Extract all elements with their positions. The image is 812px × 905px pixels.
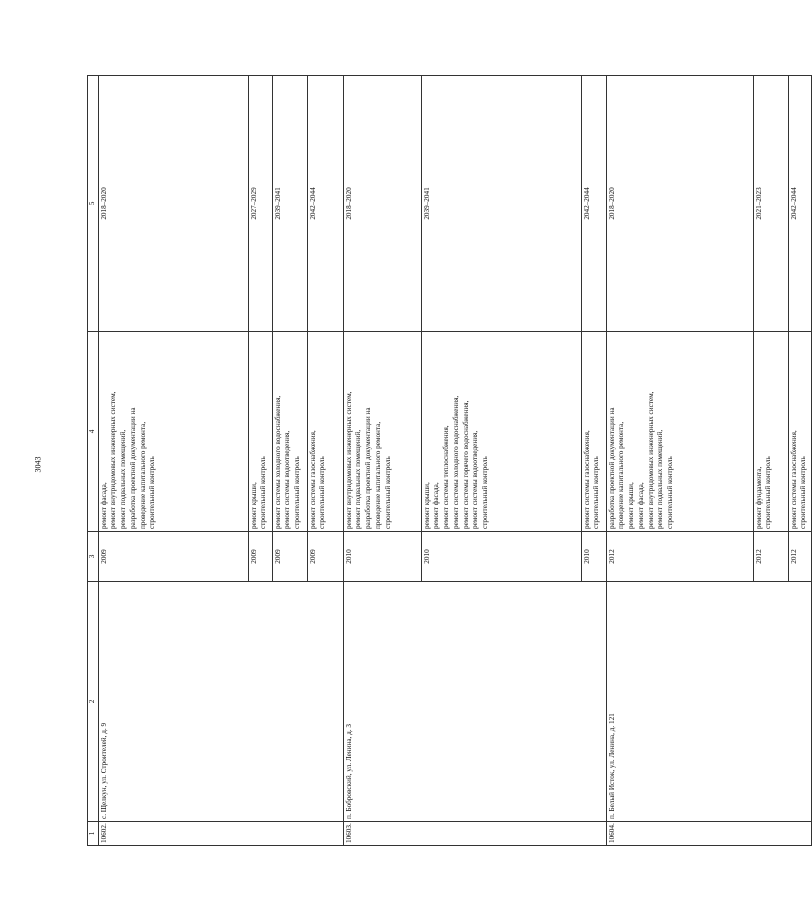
work-item: ремонт фасада, bbox=[432, 482, 441, 529]
address-cell: п. Бобровский, ул. Ленина, д. 3 bbox=[343, 582, 421, 822]
table-row bbox=[307, 76, 343, 846]
period-cell: 2018–2020 bbox=[606, 76, 753, 332]
address-cell bbox=[753, 582, 788, 822]
work-item: ремонт системы газоснабжения, bbox=[582, 430, 591, 529]
address-cell: с. Щелкун, ул. Строителей, д. 9 bbox=[98, 582, 248, 822]
period-cell: 2021–2023 bbox=[753, 76, 788, 332]
table-row bbox=[581, 76, 606, 846]
year-cell: 2009 bbox=[272, 532, 307, 582]
object-number-cell bbox=[581, 822, 606, 846]
work-item: строительный контроль bbox=[259, 456, 268, 529]
work-item: ремонт фундамента, bbox=[754, 466, 763, 529]
column-header: 4 bbox=[88, 332, 99, 532]
table-row bbox=[343, 76, 421, 846]
year-cell: 2009 bbox=[248, 532, 272, 582]
table-header bbox=[88, 76, 99, 846]
work-item: строительный контроль bbox=[148, 456, 157, 529]
works-cell bbox=[788, 332, 811, 532]
period-cell: 2039–2041 bbox=[272, 76, 307, 332]
address-cell bbox=[248, 582, 272, 822]
object-number-cell bbox=[421, 822, 581, 846]
object-number-cell: 10604. bbox=[606, 822, 753, 846]
object-number-cell bbox=[307, 822, 343, 846]
object-number-cell: 10602. bbox=[98, 822, 248, 846]
page-number: 3043 bbox=[33, 456, 43, 472]
period-cell: 2039–2041 bbox=[421, 76, 581, 332]
work-item: ремонт подвальных помещений, bbox=[656, 429, 665, 529]
address-cell bbox=[421, 582, 581, 822]
rotated-page-content bbox=[87, 76, 808, 846]
object-number-cell bbox=[788, 822, 811, 846]
column-header: 1 bbox=[88, 822, 99, 846]
work-item: ремонт системы водоотведения, bbox=[283, 430, 292, 529]
table-row bbox=[788, 76, 811, 846]
table-row bbox=[606, 76, 753, 846]
table-row bbox=[272, 76, 307, 846]
works-cell bbox=[581, 332, 606, 532]
work-item: строительный контроль bbox=[764, 456, 773, 529]
work-item: ремонт системы водоотведения, bbox=[471, 430, 480, 529]
work-item: ремонт внутридомовых инженерных систем, bbox=[344, 391, 353, 529]
works-cell bbox=[307, 332, 343, 532]
work-item: строительный контроль bbox=[592, 456, 601, 529]
work-item: разработка проектной документации на bbox=[607, 407, 616, 529]
works-cell bbox=[248, 332, 272, 532]
table-row bbox=[421, 76, 581, 846]
work-item: ремонт системы газоснабжения, bbox=[789, 430, 798, 529]
period-cell: 2042–2044 bbox=[788, 76, 811, 332]
work-item: строительный контроль bbox=[318, 456, 327, 529]
period-cell: 2018–2020 bbox=[343, 76, 421, 332]
table-row bbox=[248, 76, 272, 846]
work-item: разработка проектной документации на bbox=[128, 407, 137, 529]
work-item: строительный контроль bbox=[799, 456, 808, 529]
column-header: 2 bbox=[88, 582, 99, 822]
year-cell: 2012 bbox=[788, 532, 811, 582]
work-item: ремонт внутридомовых инженерных систем, bbox=[109, 391, 118, 529]
repair-schedule-table bbox=[87, 75, 812, 846]
work-item: проведение капитального ремонта, bbox=[138, 421, 147, 529]
period-cell: 2042–2044 bbox=[307, 76, 343, 332]
works-cell bbox=[343, 332, 421, 532]
works-cell bbox=[753, 332, 788, 532]
work-item: ремонт подвальных помещений, bbox=[119, 429, 128, 529]
work-item: разработка проектной документации на bbox=[364, 407, 373, 529]
year-cell: 2009 bbox=[98, 532, 248, 582]
table-body bbox=[98, 76, 811, 846]
work-item: ремонт фасада, bbox=[99, 482, 108, 529]
year-cell: 2010 bbox=[581, 532, 606, 582]
work-item: проведение капитального ремонта, bbox=[373, 421, 382, 529]
address-cell bbox=[272, 582, 307, 822]
address-cell: п. Белый Исток, ул. Ленина, д. 121 bbox=[606, 582, 753, 822]
column-header: 5 bbox=[88, 76, 99, 332]
work-item: проведение капитального ремонта, bbox=[617, 421, 626, 529]
work-item: ремонт системы холодного водоснабжения, bbox=[273, 395, 282, 529]
work-item: ремонт крыши, bbox=[627, 482, 636, 529]
work-item: строительный контроль bbox=[383, 456, 392, 529]
works-cell bbox=[272, 332, 307, 532]
period-cell: 2018–2020 bbox=[98, 76, 248, 332]
object-number-cell: 10603. bbox=[343, 822, 421, 846]
work-item: ремонт системы газоснабжения, bbox=[308, 430, 317, 529]
works-cell bbox=[98, 332, 248, 532]
address-cell bbox=[788, 582, 811, 822]
object-number-cell bbox=[248, 822, 272, 846]
address-cell bbox=[581, 582, 606, 822]
period-cell: 2042–2044 bbox=[581, 76, 606, 332]
table-row bbox=[753, 76, 788, 846]
column-header: 3 bbox=[88, 532, 99, 582]
address-cell bbox=[307, 582, 343, 822]
year-cell: 2012 bbox=[753, 532, 788, 582]
year-cell: 2010 bbox=[343, 532, 421, 582]
work-item: ремонт фасада, bbox=[636, 482, 645, 529]
work-item: ремонт системы горячего водоснабжения, bbox=[461, 400, 470, 529]
works-cell bbox=[606, 332, 753, 532]
work-item: ремонт системы холодного водоснабжения, bbox=[451, 395, 460, 529]
work-item: строительный контроль bbox=[666, 456, 675, 529]
work-item: ремонт подвальных помещений, bbox=[354, 429, 363, 529]
period-cell: 2027–2029 bbox=[248, 76, 272, 332]
table-row bbox=[98, 76, 248, 846]
work-item: ремонт внутридомовых инженерных систем, bbox=[646, 391, 655, 529]
works-cell bbox=[421, 332, 581, 532]
year-cell: 2009 bbox=[307, 532, 343, 582]
work-item: строительный контроль bbox=[293, 456, 302, 529]
work-item: ремонт системы теплоснабжения, bbox=[442, 425, 451, 529]
work-item: ремонт крыши, bbox=[249, 482, 258, 529]
object-number-cell bbox=[272, 822, 307, 846]
object-number-cell bbox=[753, 822, 788, 846]
year-cell: 2012 bbox=[606, 532, 753, 582]
work-item: ремонт крыши, bbox=[422, 482, 431, 529]
work-item: строительный контроль bbox=[481, 456, 490, 529]
year-cell: 2010 bbox=[421, 532, 581, 582]
